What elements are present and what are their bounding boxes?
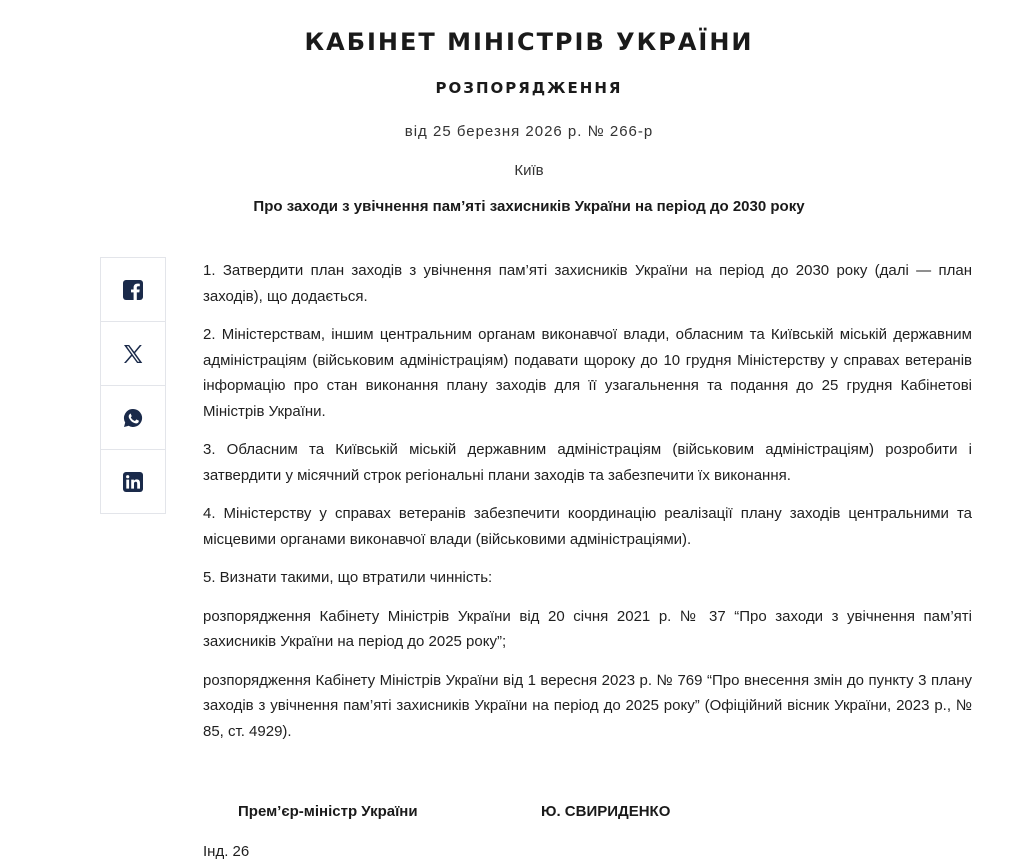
document-city: Київ — [514, 162, 544, 179]
paragraph-1: 1. Затвердити план заходів з увічнення пам’яті захисників України на період до 2030 року (далі — план заходів), що додається. — [203, 262, 972, 305]
share-x-button[interactable] — [101, 322, 165, 386]
paragraph-2: 2. Міністерствам, іншим центральним органам виконавчої влади, обласним та Київській міській державним адміністраціям (військовим адміністраціям) подавати щороку до 10 грудня Міністерству у справах ветеранів інформацію про стан виконання плану заходів для її узагальнення та подання до 25 грудня Кабінетові Міністрів України. — [203, 326, 972, 420]
repealed-order-1: розпорядження Кабінету Міністрів України від 20 січня 2021 р. № 37 “Про заходи з увічнення пам’яті захисників України на період до 2025 року”; — [203, 607, 972, 650]
document-type: РОЗПОРЯДЖЕННЯ — [435, 79, 623, 97]
whatsapp-icon — [123, 408, 143, 428]
signatory-position: Прем’єр-міністр України — [238, 803, 418, 820]
share-whatsapp-button[interactable] — [101, 386, 165, 450]
org-title: КАБІНЕТ МІНІСТРІВ УКРАЇНИ — [304, 28, 754, 56]
facebook-icon — [123, 280, 143, 300]
share-linkedin-button[interactable] — [101, 450, 165, 513]
paragraph-5: 5. Визнати такими, що втратили чинність: — [203, 569, 493, 586]
share-panel — [100, 257, 166, 514]
document-subject: Про заходи з увічнення пам’яті захисників України на період до 2030 року — [253, 198, 805, 215]
document-date: від 25 березня 2026 р. № 266-р — [404, 123, 654, 140]
paragraph-3: 3. Обласним та Київській міській державним адміністраціям (військовим адміністраціям) розробити і затвердити у місячний строк регіональні плани заходів та забезпечити їх виконання. — [203, 441, 972, 484]
paragraph-4: 4. Міністерству у справах ветеранів забезпечити координацію реалізації плану заходів центральними та місцевими органами виконавчої влади (військовими адміністраціями). — [203, 505, 972, 548]
signatory-name: Ю. СВИРИДЕНКО — [541, 803, 671, 820]
repealed-order-2: розпорядження Кабінету Міністрів України від 1 вересня 2023 р. № 769 “Про внесення змін до пункту 3 плану заходів з увічнення пам’яті захисників України на період до 2025 року” (Офіційний вісник України, 2023 р., № 85, ст. 4929). — [203, 671, 972, 740]
linkedin-icon — [123, 472, 143, 492]
document-body — [203, 258, 972, 757]
x-icon — [123, 344, 143, 364]
document-index: Інд. 26 — [203, 843, 250, 860]
share-facebook-button[interactable] — [101, 258, 165, 322]
